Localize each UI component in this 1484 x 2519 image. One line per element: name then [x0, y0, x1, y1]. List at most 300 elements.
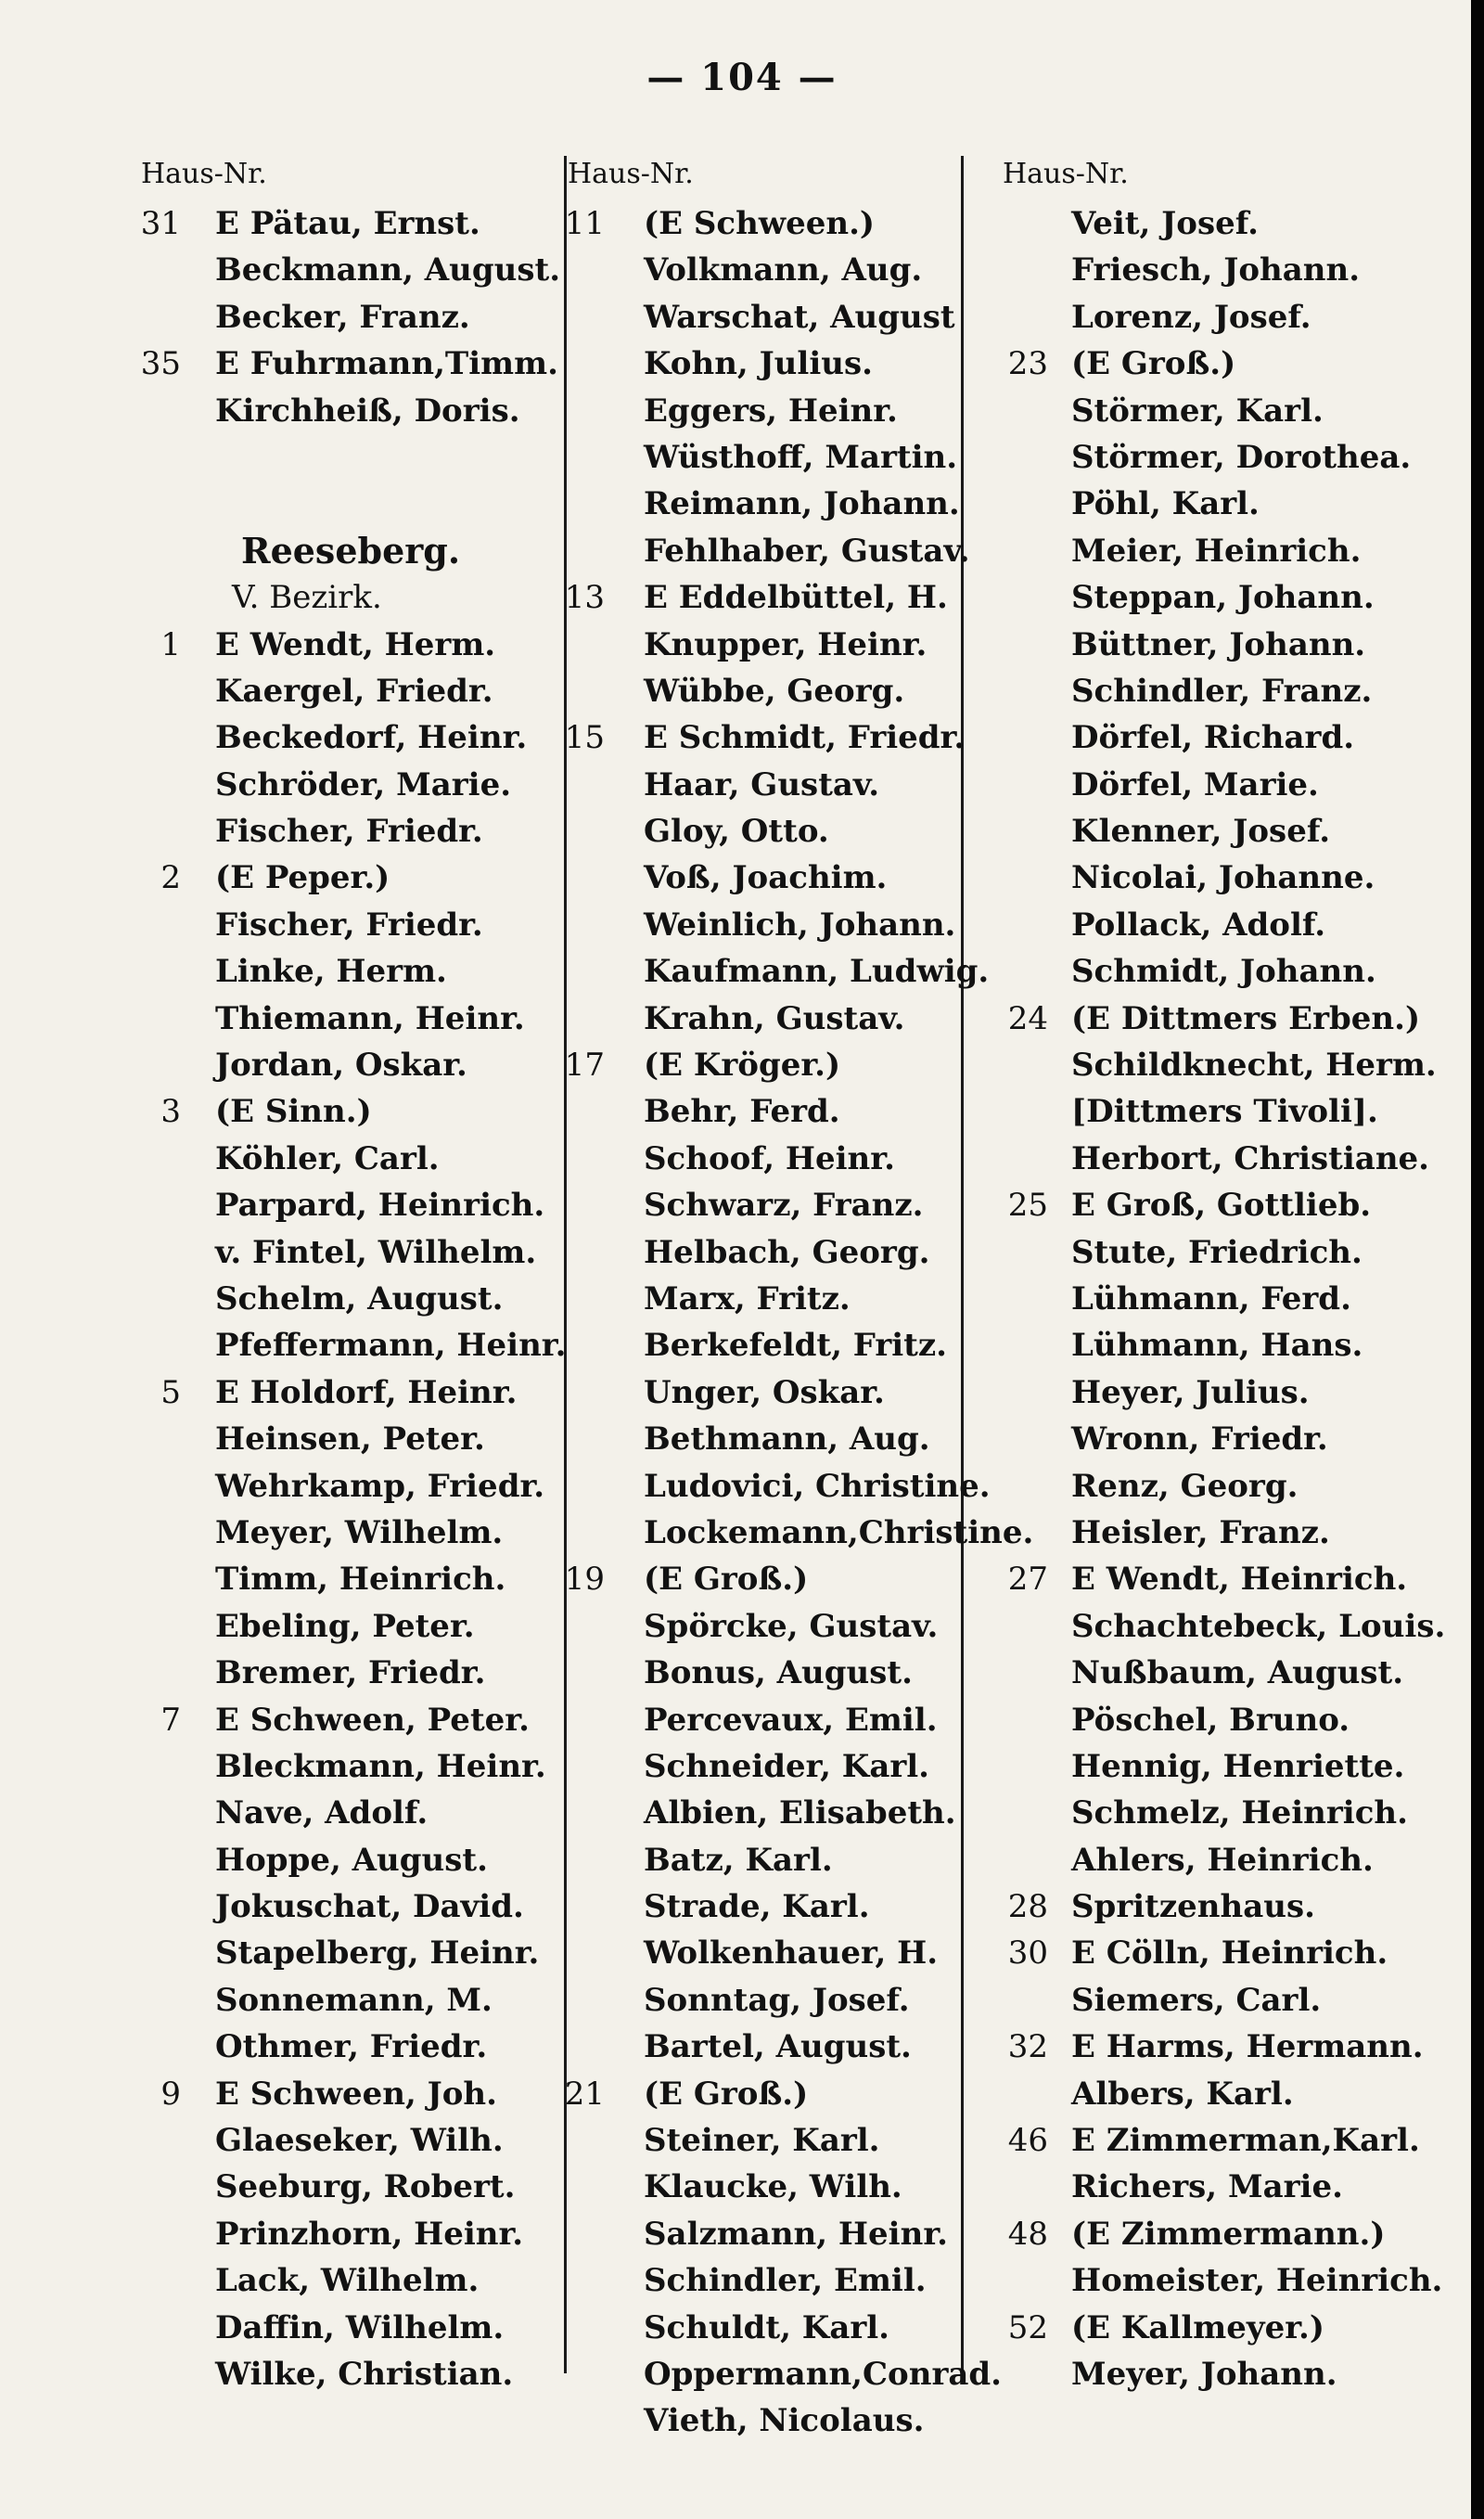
resident-name: Renz, Georg.	[1071, 1467, 1298, 1505]
directory-entry	[1006, 2164, 1442, 2210]
directory-entry	[566, 714, 1002, 761]
directory-entry	[1006, 1790, 1442, 1836]
directory-entry	[566, 2164, 1002, 2210]
resident-name: Veit, Josef.	[1071, 205, 1259, 242]
directory-entry	[130, 2024, 566, 2070]
resident-name: Berkefeldt, Fritz.	[644, 1327, 948, 1365]
directory-entry	[1006, 902, 1442, 948]
resident-name: Kirchheiß, Doris.	[215, 392, 520, 430]
directory-entry	[130, 1883, 566, 1930]
resident-name: Hoppe, August.	[215, 1841, 488, 1879]
directory-entry	[566, 762, 1002, 808]
resident-name: Schuldt, Karl.	[644, 2308, 890, 2346]
directory-entry	[1006, 1930, 1442, 1976]
resident-name: (E Sinn.)	[215, 1093, 372, 1131]
house-number: 19	[564, 1561, 605, 1599]
directory-entry	[130, 668, 566, 714]
resident-name: Unger, Oskar.	[644, 1373, 885, 1411]
page-edge	[1471, 0, 1484, 2519]
directory-entry	[1006, 1697, 1442, 1743]
directory-entry	[130, 2164, 566, 2210]
resident-name: Salzmann, Heinr.	[644, 2215, 948, 2253]
resident-name: [Dittmers Tivoli].	[1071, 1093, 1378, 1131]
directory-entry	[566, 1136, 1002, 1182]
resident-name: Heisler, Franz.	[1071, 1513, 1330, 1551]
directory-entry	[1006, 762, 1442, 808]
directory-entry	[1006, 247, 1442, 293]
resident-name: Ebeling, Peter.	[215, 1607, 475, 1645]
resident-name: Köhler, Carl.	[215, 1139, 440, 1177]
directory-entry	[130, 1930, 566, 1976]
directory-entry	[566, 341, 1002, 387]
resident-name: E Pätau, Ernst.	[215, 205, 480, 242]
directory-entry	[566, 1883, 1002, 1930]
resident-name: Stute, Friedrich.	[1071, 1233, 1362, 1271]
resident-name: Schoof, Heinr.	[644, 1139, 895, 1177]
directory-entry	[1006, 2117, 1442, 2164]
resident-name: Herbort, Christiane.	[1071, 1139, 1430, 1177]
resident-name: Thiemann, Heinr.	[215, 999, 525, 1037]
resident-name: Spritzenhaus.	[1071, 1888, 1315, 1926]
house-number: 1	[160, 625, 181, 663]
directory-entry	[130, 2071, 566, 2117]
resident-name: Oppermann,Conrad.	[644, 2355, 1003, 2393]
resident-name: Schneider, Karl.	[644, 1747, 930, 1785]
house-number: 23	[1007, 345, 1048, 383]
directory-entry	[1006, 1182, 1442, 1228]
resident-name: Behr, Ferd.	[644, 1093, 840, 1131]
directory-entry	[1006, 2024, 1442, 2070]
directory-entry	[1006, 948, 1442, 995]
directory-entry	[1006, 1556, 1442, 1602]
resident-name: E Harms, Hermann.	[1071, 2028, 1424, 2066]
directory-entry	[130, 1977, 566, 2024]
resident-name: Vieth, Nicolaus.	[644, 2402, 925, 2440]
resident-name: Lorenz, Josef.	[1071, 298, 1311, 336]
directory-entry	[1006, 434, 1442, 481]
house-number: 7	[160, 1701, 181, 1739]
directory-entry	[130, 996, 566, 1042]
resident-name: Weinlich, Johann.	[644, 906, 956, 944]
directory-entry	[566, 200, 1002, 247]
column-header: Haus-Nr.	[1003, 158, 1129, 190]
resident-name: Meyer, Johann.	[1071, 2355, 1337, 2393]
resident-name: Hennig, Henriette.	[1071, 1747, 1405, 1785]
directory-entry	[130, 1182, 566, 1228]
resident-name: E Zimmerman,Karl.	[1071, 2122, 1420, 2160]
directory-entry	[130, 1697, 566, 1743]
directory-entry	[130, 948, 566, 995]
directory-entry	[130, 1322, 566, 1369]
resident-name: Pöhl, Karl.	[1071, 485, 1260, 523]
resident-name: Dörfel, Marie.	[1071, 765, 1319, 803]
directory-entry	[566, 1556, 1002, 1602]
resident-name: Othmer, Friedr.	[215, 2028, 488, 2066]
directory-entry	[130, 1650, 566, 1696]
house-number: 32	[1007, 2028, 1048, 2066]
resident-name: Steppan, Johann.	[1071, 579, 1375, 617]
resident-name: Schröder, Marie.	[215, 765, 512, 803]
directory-entry	[130, 1743, 566, 1790]
directory-entry	[566, 1650, 1002, 1696]
resident-name: E Schween, Joh.	[215, 2075, 497, 2113]
resident-name: (E Kröger.)	[644, 1047, 841, 1085]
column-3	[1003, 148, 1446, 2397]
directory-entry	[1006, 294, 1442, 341]
house-number: 25	[1007, 1187, 1048, 1225]
directory-entry	[130, 1837, 566, 1883]
directory-entry	[1006, 1276, 1442, 1322]
house-number: 30	[1007, 1934, 1048, 1973]
directory-entry	[1006, 855, 1442, 901]
resident-name: Meier, Heinrich.	[1071, 532, 1362, 570]
resident-name: Steiner, Karl.	[644, 2122, 880, 2160]
resident-name: Wübbe, Georg.	[644, 672, 905, 710]
resident-name: (E Groß.)	[644, 1561, 809, 1599]
house-number: 21	[564, 2075, 605, 2113]
resident-name: Beckmann, August.	[215, 251, 561, 289]
resident-name: Timm, Heinrich.	[215, 1561, 506, 1599]
resident-name: Homeister, Heinrich.	[1071, 2262, 1443, 2300]
directory-entry	[130, 481, 566, 527]
directory-entry	[130, 1510, 566, 1556]
resident-name: Fischer, Friedr.	[215, 813, 483, 851]
resident-name: Jordan, Oskar.	[215, 1047, 467, 1085]
directory-entry	[566, 1229, 1002, 1276]
resident-name: E Fuhrmann,Timm.	[215, 345, 558, 383]
resident-name: Seeburg, Robert.	[215, 2168, 516, 2206]
directory-entry	[130, 808, 566, 855]
directory-entry	[566, 2024, 1002, 2070]
resident-name: Büttner, Johann.	[1071, 625, 1366, 663]
resident-name: E Schween, Peter.	[215, 1701, 530, 1739]
directory-entry	[566, 2305, 1002, 2351]
resident-name: Heyer, Julius.	[1071, 1373, 1310, 1411]
directory-entry	[566, 574, 1002, 621]
resident-name: Gloy, Otto.	[644, 813, 829, 851]
directory-entry	[1006, 1510, 1442, 1556]
resident-name: (E Dittmers Erben.)	[1071, 999, 1421, 1037]
page-number: — 104 —	[646, 56, 838, 99]
resident-name: Becker, Franz.	[215, 298, 470, 336]
house-number: 48	[1007, 2215, 1048, 2253]
resident-name: Schindler, Franz.	[1071, 672, 1373, 710]
directory-entry	[566, 1322, 1002, 1369]
directory-entry	[566, 996, 1002, 1042]
resident-name: (E Peper.)	[215, 859, 390, 897]
directory-entry	[1006, 2211, 1442, 2257]
directory-entry	[130, 434, 566, 481]
resident-name: E Schmidt, Friedr.	[644, 719, 966, 757]
resident-name: Nicolai, Johanne.	[1071, 859, 1375, 897]
house-number: 13	[564, 579, 605, 617]
resident-name: Jokuschat, David.	[215, 1888, 524, 1926]
directory-entry	[1006, 1603, 1446, 1650]
resident-name: Klenner, Josef.	[1071, 813, 1331, 851]
resident-name: Lühmann, Hans.	[1071, 1327, 1363, 1365]
resident-name: Ahlers, Heinrich.	[1071, 1841, 1374, 1879]
resident-name: Bonus, August.	[644, 1654, 913, 1692]
house-number: 2	[160, 859, 181, 897]
directory-entry	[1006, 388, 1442, 434]
resident-name: Schmidt, Johann.	[1071, 953, 1376, 991]
resident-name: V. Bezirk.	[232, 579, 382, 617]
directory-entry	[130, 1042, 566, 1088]
directory-entry	[130, 1416, 566, 1462]
directory-entry	[1006, 1369, 1442, 1416]
directory-entry	[566, 1790, 1002, 1836]
resident-name: E Groß, Gottlieb.	[1071, 1187, 1372, 1225]
directory-entry	[566, 1088, 1002, 1135]
directory-entry	[1006, 714, 1442, 761]
resident-name: Reimann, Johann.	[644, 485, 960, 523]
directory-entry	[130, 1790, 566, 1836]
section-heading	[130, 528, 566, 574]
resident-name: (E Zimmermann.)	[1071, 2215, 1386, 2253]
house-number: 5	[160, 1373, 181, 1411]
directory-entry	[566, 2397, 1002, 2444]
directory-entry	[1006, 1977, 1442, 2024]
resident-name: Krahn, Gustav.	[644, 999, 905, 1037]
directory-entry	[130, 1369, 566, 1416]
resident-name: Wronn, Friedr.	[1071, 1420, 1328, 1459]
resident-name: Wolkenhauer, H.	[644, 1934, 939, 1973]
directory-entry	[566, 388, 1002, 434]
resident-name: Lack, Wilhelm.	[215, 2262, 480, 2300]
directory-entry	[566, 294, 1002, 341]
resident-name: Schelm, August.	[215, 1279, 504, 1317]
resident-name: Spörcke, Gustav.	[644, 1607, 939, 1645]
directory-entry	[566, 2257, 1002, 2304]
directory-entry	[130, 622, 566, 668]
directory-entry	[566, 247, 1002, 293]
directory-entry	[130, 855, 566, 901]
resident-name: Störmer, Dorothea.	[1071, 438, 1412, 476]
directory-entry	[1006, 2305, 1442, 2351]
directory-entry	[566, 2071, 1002, 2117]
resident-name: Friesch, Johann.	[1071, 251, 1361, 289]
house-number: 35	[140, 345, 181, 383]
directory-entry	[566, 1276, 1002, 1322]
directory-entry	[566, 1182, 1002, 1228]
directory-entry	[1006, 1650, 1442, 1696]
directory-entry	[1006, 1088, 1442, 1135]
resident-name: Strade, Karl.	[644, 1888, 870, 1926]
directory-entry	[130, 714, 566, 761]
resident-name: Richers, Marie.	[1071, 2168, 1343, 2206]
resident-name: Wüsthoff, Martin.	[644, 438, 958, 476]
directory-entry	[566, 668, 1002, 714]
directory-entry	[130, 1603, 566, 1650]
resident-name: Voß, Joachim.	[644, 859, 888, 897]
directory-entry	[566, 1743, 1002, 1790]
resident-name: E Wendt, Heinrich.	[1071, 1561, 1408, 1599]
directory-entry	[130, 902, 566, 948]
resident-name: Ludovici, Christine.	[644, 1467, 991, 1505]
directory-entry	[1006, 1463, 1442, 1510]
directory-entry	[130, 341, 566, 387]
resident-name: Pöschel, Bruno.	[1071, 1701, 1350, 1739]
directory-entry	[1006, 528, 1442, 574]
resident-name: Schachtebeck, Louis.	[1071, 1607, 1446, 1645]
resident-name: Meyer, Wilhelm.	[215, 1513, 504, 1551]
house-number: 52	[1007, 2308, 1048, 2346]
directory-entry	[566, 1510, 1034, 1556]
resident-name: Lockemann,Christine.	[644, 1513, 1034, 1551]
directory-entry	[566, 948, 1002, 995]
resident-name: Glaeseker, Wilh.	[215, 2122, 504, 2160]
resident-name: Kohn, Julius.	[644, 345, 873, 383]
column-header: Haus-Nr.	[141, 158, 267, 190]
directory-entry	[130, 1136, 566, 1182]
directory-entry	[566, 1463, 1002, 1510]
house-number: 27	[1007, 1561, 1048, 1599]
directory-entry	[1006, 622, 1442, 668]
directory-entry	[130, 247, 566, 293]
resident-name: Daffin, Wilhelm.	[215, 2308, 505, 2346]
directory-entry	[1006, 1229, 1442, 1276]
directory-entry	[130, 1229, 566, 1276]
resident-name: Sonnemann, M.	[215, 1981, 493, 2019]
directory-entry	[566, 902, 1002, 948]
directory-entry	[1006, 668, 1442, 714]
directory-entry	[1006, 2071, 1442, 2117]
directory-entry	[566, 1930, 1002, 1976]
resident-name: Wilke, Christian.	[215, 2355, 514, 2393]
directory-entry	[566, 808, 1002, 855]
resident-name: Fehlhaber, Gustav.	[644, 532, 970, 570]
directory-entry	[1006, 1136, 1442, 1182]
resident-name: Kaergel, Friedr.	[215, 672, 493, 710]
house-number: 17	[564, 1047, 605, 1085]
resident-name: v. Fintel, Wilhelm.	[215, 1233, 537, 1271]
directory-entry	[130, 2305, 566, 2351]
resident-name: Haar, Gustav.	[644, 765, 880, 803]
resident-name: (E Groß.)	[644, 2075, 809, 2113]
directory-entry	[566, 1697, 1002, 1743]
resident-name: Eggers, Heinr.	[644, 392, 898, 430]
resident-name: Knupper, Heinr.	[644, 625, 928, 663]
resident-name: Dörfel, Richard.	[1071, 719, 1355, 757]
directory-entry	[1006, 1837, 1442, 1883]
resident-name: Albien, Elisabeth.	[644, 1794, 956, 1832]
directory-entry	[1006, 1416, 1442, 1462]
house-number: 15	[564, 719, 605, 757]
directory-entry	[566, 1042, 1002, 1088]
resident-name: Bethmann, Aug.	[644, 1420, 930, 1459]
house-number: 28	[1007, 1888, 1048, 1926]
directory-entry	[566, 481, 1002, 527]
resident-name: Schildknecht, Herm.	[1071, 1047, 1437, 1085]
directory-entry	[1006, 808, 1442, 855]
house-number: 31	[140, 205, 181, 242]
resident-name: E Cölln, Heinrich.	[1071, 1934, 1388, 1973]
resident-name: Sonntag, Josef.	[644, 1981, 910, 2019]
resident-name: Marx, Fritz.	[644, 1279, 851, 1317]
directory-entry	[130, 1088, 566, 1135]
directory-entry	[566, 2211, 1002, 2257]
column-1	[130, 148, 566, 2397]
house-number: 11	[564, 205, 605, 242]
column-header: Haus-Nr.	[568, 158, 694, 190]
resident-name: Schwarz, Franz.	[644, 1187, 924, 1225]
resident-name: Bleckmann, Heinr.	[215, 1747, 546, 1785]
directory-entry	[1006, 1743, 1442, 1790]
resident-name: Bremer, Friedr.	[215, 1654, 486, 1692]
directory-entry	[130, 1276, 566, 1322]
house-number: 46	[1007, 2122, 1048, 2160]
resident-name: (E Groß.)	[1071, 345, 1236, 383]
resident-name: Warschat, August	[644, 298, 955, 336]
directory-entry	[130, 1556, 566, 1602]
directory-entry	[566, 2351, 1002, 2397]
resident-name: Fischer, Friedr.	[215, 906, 483, 944]
resident-name: Kaufmann, Ludwig.	[644, 953, 990, 991]
directory-entry	[566, 622, 1002, 668]
resident-name: Schindler, Emil.	[644, 2262, 927, 2300]
house-number: 24	[1007, 999, 1048, 1037]
resident-name: Störmer, Karl.	[1071, 392, 1324, 430]
resident-name: Parpard, Heinrich.	[215, 1187, 545, 1225]
directory-entry	[566, 1977, 1002, 2024]
resident-name: E Wendt, Herm.	[215, 625, 496, 663]
directory-entry	[1006, 996, 1442, 1042]
directory-entry	[130, 388, 566, 434]
resident-name: Pfeffermann, Heinr.	[215, 1327, 567, 1365]
resident-name: Linke, Herm.	[215, 953, 447, 991]
directory-entry	[130, 200, 566, 247]
resident-name: Helbach, Georg.	[644, 1233, 930, 1271]
directory-entry	[566, 1837, 1002, 1883]
directory-entry	[1006, 481, 1442, 527]
resident-name: Volkmann, Aug.	[644, 251, 923, 289]
directory-entry	[130, 2117, 566, 2164]
resident-name: Nave, Adolf.	[215, 1794, 429, 1832]
directory-entry	[1006, 2351, 1442, 2397]
resident-name: Nußbaum, August.	[1071, 1654, 1404, 1692]
directory-entry	[130, 2351, 566, 2397]
directory-entry	[566, 434, 1002, 481]
resident-name: Bartel, August.	[644, 2028, 912, 2066]
resident-name: Heinsen, Peter.	[215, 1420, 485, 1459]
district-label	[130, 574, 566, 621]
directory-entry	[130, 762, 566, 808]
directory-entry	[130, 294, 566, 341]
directory-entry	[1006, 1322, 1442, 1369]
resident-name: Klaucke, Wilh.	[644, 2168, 902, 2206]
resident-name: E Eddelbüttel, H.	[644, 579, 948, 617]
resident-name: Prinzhorn, Heinr.	[215, 2215, 524, 2253]
resident-name: Lühmann, Ferd.	[1071, 1279, 1351, 1317]
directory-entry	[566, 528, 1002, 574]
directory-entry	[130, 2211, 566, 2257]
directory-entry	[566, 1369, 1002, 1416]
resident-name: Schmelz, Heinrich.	[1071, 1794, 1408, 1832]
directory-entry	[130, 1463, 566, 1510]
directory-entry	[1006, 2257, 1442, 2304]
resident-name: Stapelberg, Heinr.	[215, 1934, 540, 1973]
house-number: 3	[160, 1093, 181, 1131]
resident-name: (E Schween.)	[644, 205, 875, 242]
resident-name: Albers, Karl.	[1071, 2075, 1294, 2113]
directory-entry	[130, 2257, 566, 2304]
resident-name: Batz, Karl.	[644, 1841, 833, 1879]
directory-entry	[566, 1416, 1002, 1462]
resident-name: (E Kallmeyer.)	[1071, 2308, 1324, 2346]
directory-entry	[1006, 341, 1442, 387]
house-number: 9	[160, 2075, 181, 2113]
resident-name: E Holdorf, Heinr.	[215, 1373, 518, 1411]
